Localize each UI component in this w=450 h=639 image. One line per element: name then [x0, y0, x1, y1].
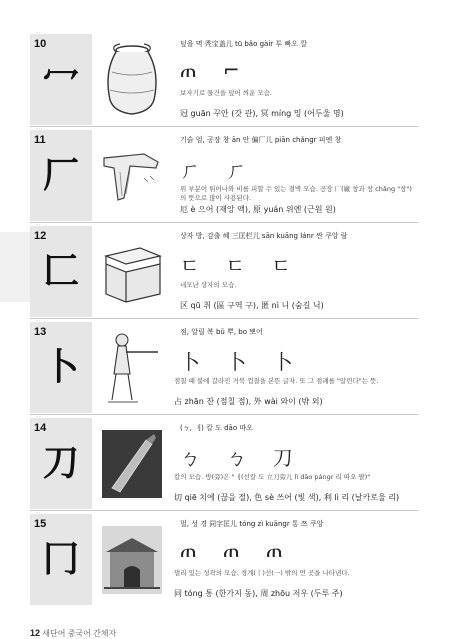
entry-header: 기슭 엄, 공장 창 ān 안 偏厂儿 piān chǎngr 피엔 창 — [180, 136, 342, 144]
entry-number: 13 — [34, 326, 47, 338]
radical-glyph: 卜 — [42, 347, 79, 388]
entry-header: 멀, 성 경 同字匡儿 tóng zì kuāngr 통 쯔 쿠앙 — [180, 520, 324, 528]
entry-row — [30, 322, 418, 415]
entry-number-column — [30, 514, 92, 605]
entry-number: 15 — [34, 518, 47, 530]
fortune-teller-illustration — [100, 330, 164, 406]
entry-row — [30, 226, 418, 319]
entry-number-column — [30, 322, 92, 413]
entry-row — [30, 130, 418, 223]
entry-number: 12 — [34, 230, 47, 242]
page-number: 12 — [30, 628, 41, 638]
example-words: 同 tóng 통 (한가지 동), 周 zhōu 저우 (두루 주) — [174, 589, 343, 598]
radical-glyph: 刀 — [42, 443, 79, 484]
jar-illustration — [100, 42, 164, 118]
entry-row — [30, 34, 418, 127]
glyph-evolution: 卜 卜 卜 — [180, 350, 303, 374]
entry-description: 보자기로 물건을 덮어 씌운 모습. — [180, 89, 272, 97]
radical-glyph: 厂 — [42, 155, 79, 196]
margin-tab — [0, 232, 30, 302]
radical-glyph: 匚 — [42, 251, 79, 292]
glyph-evolution: ጠ ⌐ — [180, 58, 250, 82]
entry-number-column — [30, 130, 92, 221]
city-gate-photo — [100, 522, 164, 598]
glyph-evolution: ㄷ ㄷ ㄷ — [180, 254, 301, 278]
radical-glyph: 冖 — [42, 59, 79, 100]
entry-description: 멀리 있는 성곽의 모습. 경계(丨)선(一) 밖의 먼 곳을 나타낸다. — [174, 569, 350, 577]
example-words: 占 zhān 잔 (점칠 점), 外 wài 와이 (밖 외) — [174, 397, 323, 406]
book-title: 새단어 중국어 간체자 — [42, 629, 117, 638]
example-words: 厄 è 으어 (재앙 액), 原 yuán 위엔 (근원 원) — [180, 205, 336, 214]
knife-photo — [100, 426, 164, 502]
entry-number: 10 — [34, 38, 47, 50]
entry-header: 덮을 멱 秃宝盖儿 tū bǎo gàir 투 빠오 깔 — [180, 40, 307, 48]
example-words: 切 qiē 치에 (끊을 절), 色 sè 쓰어 (빛 색), 利 lì 리 (날카로울 리) — [174, 493, 400, 502]
entry-number-column — [30, 418, 92, 509]
entry-description: 위 부분이 튀어나와 비를 피할 수 있는 절벽 모습. 공장 厂(廠 창과 창 chǎng "창")의 뜻으로 많이 사용된다. — [180, 185, 412, 202]
entry-header: (ㄅ, 刂) 칼 도 dāo 따오 — [180, 424, 253, 432]
radical-glyph: 冂 — [42, 539, 79, 580]
entry-row — [30, 418, 418, 511]
cliff-illustration — [100, 138, 164, 214]
page-footer — [30, 628, 116, 639]
glyph-evolution: ጠ ጠ ጠ — [180, 538, 293, 562]
example-words: 区 qū 취 (區 구역 구), 匿 nì 니 (숨길 닉) — [180, 301, 324, 310]
glyph-evolution: ㄏ ㄏ — [180, 158, 257, 182]
entry-description: 네모난 상자의 모습. — [180, 281, 237, 289]
entry-row — [30, 514, 418, 606]
entry-description: 점칠 때 불에 갈라진 거북 껍질을 본뜬 글자. 또 그 점괘를 "알린다"는 뜻. — [174, 377, 379, 385]
entry-number-column — [30, 226, 92, 317]
entry-number: 11 — [34, 134, 46, 146]
entry-number-column — [30, 34, 92, 125]
entry-header: 점, 알릴 복 bǔ 뿌, bo 뽀어 — [180, 328, 263, 336]
box-illustration — [100, 234, 164, 310]
entry-number: 14 — [34, 422, 47, 434]
radical-page — [30, 34, 418, 608]
entry-description: 칼의 모습. 방(旁)은 "刂(선칼 도 立刀旁儿 lì dāo pángr 리 따오 팔)" — [174, 473, 371, 481]
example-words: 冠 guān 꾸안 (갓 관), 冥 míng 밍 (어두울 명) — [180, 109, 344, 118]
glyph-evolution: ㄅ ㄅ 刀 — [180, 446, 303, 470]
entry-header: 상자 방, 감출 혜 三匡栏儿 sān kuāng lánr 싼 쿠앙 랄 — [180, 232, 348, 240]
